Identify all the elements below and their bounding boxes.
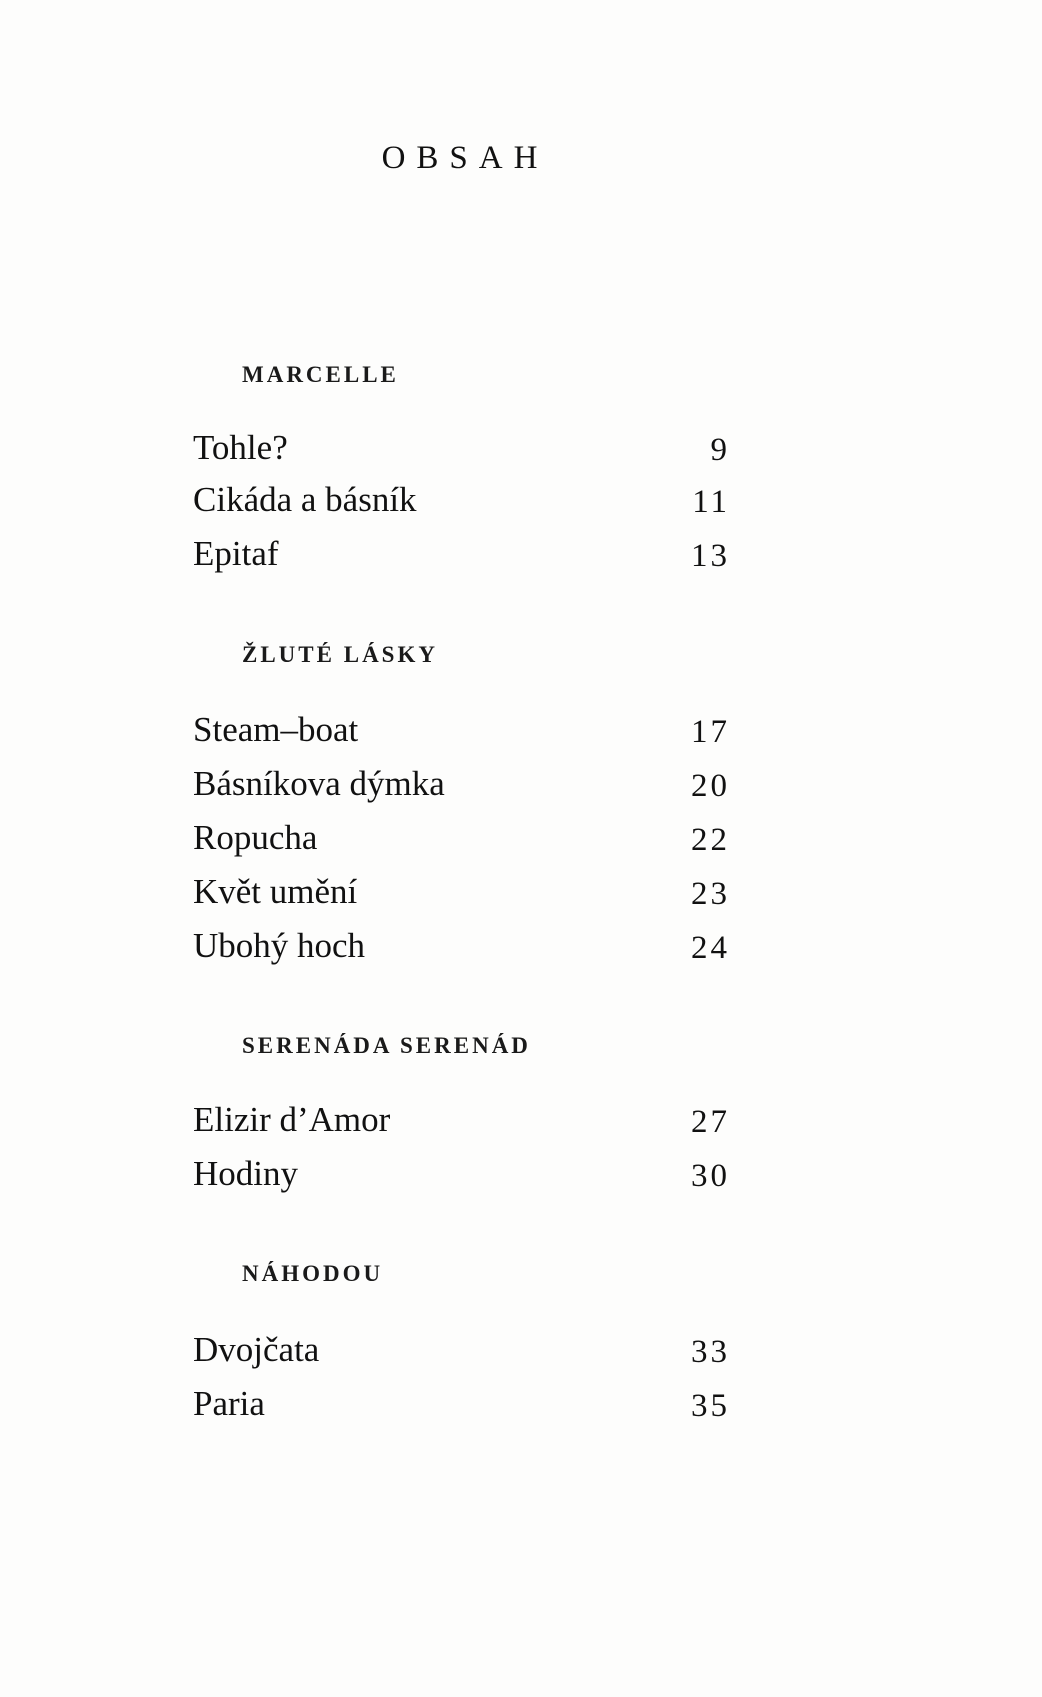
section-heading: MARCELLE [242,362,399,387]
entry-page-number: 17 [691,714,730,750]
toc-entry [193,764,730,810]
entry-page-number: 35 [691,1388,730,1424]
entry-title: Steam–boat [193,710,359,749]
toc-entry [193,534,730,580]
section-heading: ŽLUTÉ LÁSKY [242,642,438,667]
entry-page-number: 13 [691,538,730,574]
entry-page-number: 22 [691,822,730,858]
toc-entry [193,1330,730,1376]
entry-page-number: 20 [691,768,730,804]
toc-entry [193,480,730,526]
entry-page-number: 11 [692,484,730,520]
entry-page-number: 33 [691,1334,730,1370]
entry-title: Básníkova dýmka [193,764,445,803]
section-heading: SERENÁDA SERENÁD [242,1033,531,1058]
entry-page-number: 23 [691,876,730,912]
entry-page-number: 24 [691,930,730,966]
toc-entry [193,428,730,474]
toc-entry [193,818,730,864]
page-title: OBSAH [381,140,549,176]
toc-entry [193,1154,730,1200]
entry-title: Dvojčata [193,1330,320,1369]
entry-page-number: 27 [691,1104,730,1140]
toc-entry [193,1100,730,1146]
entry-page-number: 30 [691,1158,730,1194]
toc-entry [193,1384,730,1430]
entry-title: Hodiny [193,1154,298,1193]
entry-page-number: 9 [710,432,730,468]
entry-title: Elizir d’Amor [193,1100,391,1139]
toc-entry [193,872,730,918]
entry-title: Květ umění [193,872,358,911]
entry-title: Ubohý hoch [193,926,366,965]
entry-title: Epitaf [193,534,279,573]
entry-title: Cikáda a básník [193,480,417,519]
section-heading: NÁHODOU [242,1261,384,1286]
entry-title: Tohle? [193,428,288,467]
entry-title: Ropucha [193,818,318,857]
toc-entry [193,710,730,756]
entry-title: Paria [193,1384,265,1423]
toc-entry [193,926,730,972]
